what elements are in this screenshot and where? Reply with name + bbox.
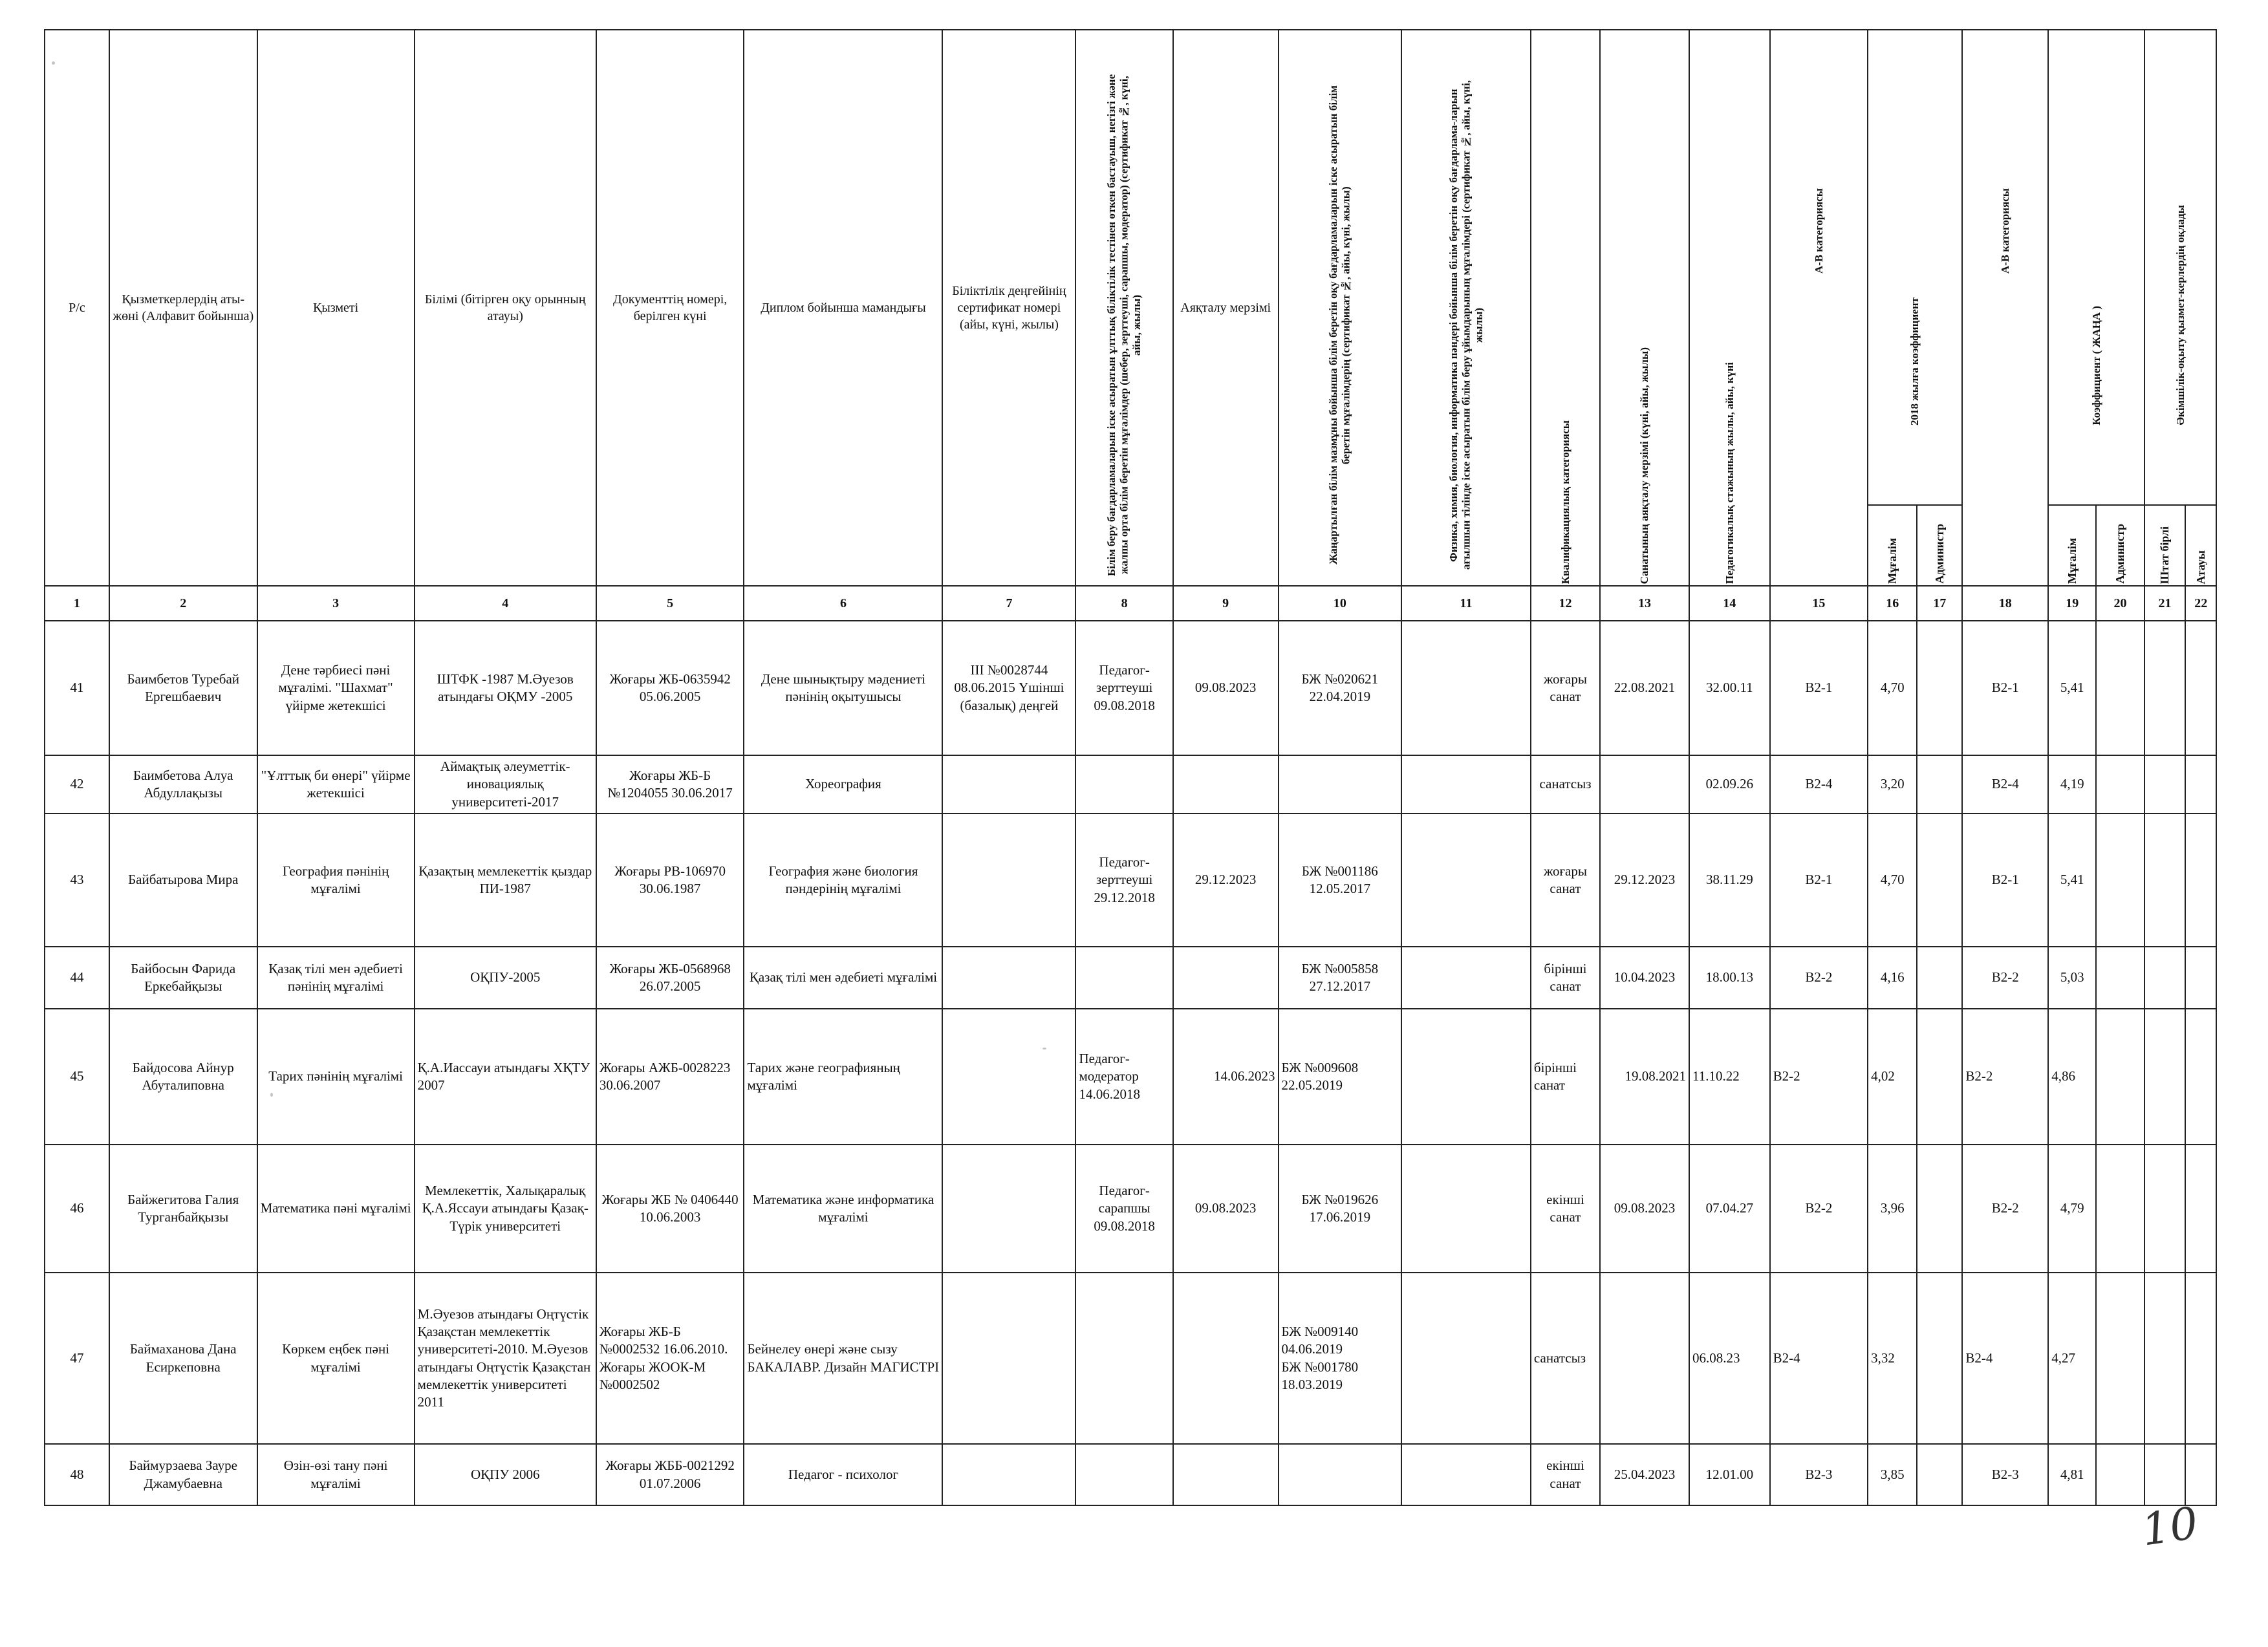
coef-teacher: 4,70	[1868, 621, 1917, 755]
qualification-certificate	[942, 947, 1075, 1009]
coef-teacher: 4,70	[1868, 813, 1917, 947]
employee-name: Баймурзаева Зауре Джамубаевна	[109, 1444, 257, 1505]
diploma-specialty: Педагог - психолог	[744, 1444, 942, 1505]
national-test-status	[1075, 947, 1172, 1009]
category-end-date: 19.08.2021	[1600, 1009, 1689, 1145]
qualification-certificate	[942, 813, 1075, 947]
updated-content-cert	[1279, 755, 1402, 813]
ab-category-new: В2-1	[1962, 813, 2048, 947]
updated-content-cert: БЖ №020621 22.04.2019	[1279, 621, 1402, 755]
national-test-status	[1075, 1444, 1172, 1505]
employee-name: Баимбетова Алуа Абдуллақызы	[109, 755, 257, 813]
header-coef-admin: Администр	[1917, 505, 1962, 586]
column-number: 8	[1075, 586, 1172, 621]
english-cert	[1401, 813, 1531, 947]
diploma-document: Жоғары ЖБ-0635942 05.06.2005	[596, 621, 744, 755]
category-end-date: 09.08.2023	[1600, 1145, 1689, 1273]
english-cert	[1401, 1273, 1531, 1444]
employee-education: ОҚПУ 2006	[415, 1444, 596, 1505]
staff-table-sheet	[44, 29, 2217, 1506]
teaching-experience: 02.09.26	[1689, 755, 1770, 813]
staff-unit	[2144, 1444, 2186, 1505]
ab-category-new: В2-2	[1962, 947, 2048, 1009]
staff-title	[2185, 1009, 2216, 1145]
national-test-status	[1075, 755, 1172, 813]
header-qualification: Квалификациялық категориясы	[1531, 30, 1600, 586]
column-number: 4	[415, 586, 596, 621]
header-staff-unit: Штат бірлі	[2144, 505, 2186, 586]
coefnew-teacher: 4,86	[2048, 1009, 2096, 1145]
header-end-date: Аяқталу мерзімі	[1173, 30, 1279, 586]
coefnew-admin	[2096, 1145, 2144, 1273]
coefnew-admin	[2096, 1009, 2144, 1145]
column-number: 21	[2144, 586, 2186, 621]
diploma-specialty: Хореография	[744, 755, 942, 813]
qualification-certificate	[942, 755, 1075, 813]
updated-content-cert: БЖ №001186 12.05.2017	[1279, 813, 1402, 947]
column-number: 1	[45, 586, 109, 621]
header-document: Документтің номері, берілген күні	[596, 30, 744, 586]
table-row	[45, 1273, 2216, 1444]
column-number: 7	[942, 586, 1075, 621]
employee-education: М.Әуезов атындағы Оңтүстік Қазақстан мемлекеттік университеті-2010. М.Әуезов атындағы Оңтүстік Қазақстан мемлекеттік университеті 2011	[415, 1273, 596, 1444]
coef-admin	[1917, 1444, 1962, 1505]
staff-title	[2185, 947, 2216, 1009]
test-end-date: 09.08.2023	[1173, 621, 1279, 755]
header-experience: Педагогикалық стажының жылы, айы, күні	[1689, 30, 1770, 586]
employee-name: Байбатырова Мира	[109, 813, 257, 947]
column-number: 22	[2185, 586, 2216, 621]
english-cert	[1401, 1145, 1531, 1273]
employee-education: Қ.А.Иассауи атындағы ХҚТУ 2007	[415, 1009, 596, 1145]
table-row	[45, 947, 2216, 1009]
category-end-date: 25.04.2023	[1600, 1444, 1689, 1505]
header-english-teachers: Физика, химия, биология, информатика пәндері бойынша білім беретін оқу бағдарлама-ларын ағылшын тілінде іске асыратын білім беру ұйымдарының мұғалімдері (сертификат №, айы, күні, жылы)	[1401, 30, 1531, 586]
employee-education: Мемлекеттік, Халықаралық Қ.А.Яссауи атындағы Қазақ-Түрік университеті	[415, 1145, 596, 1273]
staff-unit	[2144, 1145, 2186, 1273]
staff-unit	[2144, 947, 2186, 1009]
staff-unit	[2144, 813, 2186, 947]
header-coefficient-new: Коэффициент ( ЖАҢА )	[2048, 30, 2144, 505]
row-number: 44	[45, 947, 109, 1009]
coefnew-admin	[2096, 813, 2144, 947]
updated-content-cert: БЖ №005858 27.12.2017	[1279, 947, 1402, 1009]
staff-title	[2185, 1273, 2216, 1444]
ab-category-new: В2-3	[1962, 1444, 2048, 1505]
employee-position: "Ұлттық би өнері" үйірме жетекшісі	[257, 755, 415, 813]
teaching-experience: 12.01.00	[1689, 1444, 1770, 1505]
header-coefficient-2018: 2018 жылға коэффициент	[1868, 30, 1962, 505]
diploma-specialty: Қазақ тілі мен әдебиеті мұғалімі	[744, 947, 942, 1009]
teaching-experience: 06.08.23	[1689, 1273, 1770, 1444]
table-row	[45, 755, 2216, 813]
coef-admin	[1917, 1145, 1962, 1273]
ab-category: В2-4	[1770, 1273, 1868, 1444]
diploma-specialty: География және биология пәндерінің мұғалімі	[744, 813, 942, 947]
diploma-specialty: Математика және информатика мұғалімі	[744, 1145, 942, 1273]
ab-category-new: В2-2	[1962, 1145, 2048, 1273]
coefnew-teacher: 5,03	[2048, 947, 2096, 1009]
coef-teacher: 3,32	[1868, 1273, 1917, 1444]
scan-speck	[52, 61, 55, 65]
employee-education: ШТФК -1987 М.Әуезов атындағы ОҚМУ -2005	[415, 621, 596, 755]
qualification-category: санатсыз	[1531, 1273, 1600, 1444]
staff-title	[2185, 1444, 2216, 1505]
coefnew-teacher: 5,41	[2048, 621, 2096, 755]
employee-position: География пәнінің мұғалімі	[257, 813, 415, 947]
staff-unit	[2144, 621, 2186, 755]
teaching-experience: 11.10.22	[1689, 1009, 1770, 1145]
employee-name: Баймаханова Дана Есиркеповна	[109, 1273, 257, 1444]
coefnew-admin	[2096, 621, 2144, 755]
teaching-experience: 07.04.27	[1689, 1145, 1770, 1273]
staff-unit	[2144, 755, 2186, 813]
column-number: 18	[1962, 586, 2048, 621]
header-national-test: Білім беру бағдарламаларын іске асыратын ұлттық біліктілік тестінен өткен бастауыш, негізгі және жалпы орта білім беретін мұғалімдер (шебер, зерттеуші, сарапшы, модератор) (сертификат №, күні, айы, жылы)	[1075, 30, 1172, 586]
coef-admin	[1917, 813, 1962, 947]
header-specialty: Диплом бойынша мамандығы	[744, 30, 942, 586]
coef-admin	[1917, 1009, 1962, 1145]
test-end-date: 09.08.2023	[1173, 1145, 1279, 1273]
staff-unit	[2144, 1009, 2186, 1145]
coefnew-teacher: 4,19	[2048, 755, 2096, 813]
coefnew-admin	[2096, 1444, 2144, 1505]
category-end-date: 22.08.2021	[1600, 621, 1689, 755]
ab-category-new: В2-1	[1962, 621, 2048, 755]
coef-admin	[1917, 755, 1962, 813]
category-end-date	[1600, 755, 1689, 813]
table-row	[45, 621, 2216, 755]
employee-name: Байжегитова Галия Турганбайқызы	[109, 1145, 257, 1273]
column-number: 13	[1600, 586, 1689, 621]
ab-category: В2-2	[1770, 1145, 1868, 1273]
updated-content-cert: БЖ №019626 17.06.2019	[1279, 1145, 1402, 1273]
coef-teacher: 3,96	[1868, 1145, 1917, 1273]
row-number: 45	[45, 1009, 109, 1145]
header-ab-category: А-В категориясы	[1770, 30, 1868, 586]
column-number: 16	[1868, 586, 1917, 621]
coefnew-teacher: 4,81	[2048, 1444, 2096, 1505]
row-number: 41	[45, 621, 109, 755]
header-admin-staff: Әкімшілік-оқыту қызмет-керлердің оқлады	[2144, 30, 2216, 505]
table-row	[45, 1145, 2216, 1273]
column-number: 15	[1770, 586, 1868, 621]
column-number: 3	[257, 586, 415, 621]
employee-education: Қазақтың мемлекеттік қыздар ПИ-1987	[415, 813, 596, 947]
employee-position: Математика пәні мұғалімі	[257, 1145, 415, 1273]
ab-category: В2-3	[1770, 1444, 1868, 1505]
handwritten-page-number: 10	[2138, 1498, 2201, 1556]
diploma-document: Жоғары ЖБ-Б №0002532 16.06.2010. Жоғары ЖООК-М №0002502	[596, 1273, 744, 1444]
updated-content-cert	[1279, 1444, 1402, 1505]
coefnew-teacher: 4,79	[2048, 1145, 2096, 1273]
coefnew-teacher: 4,27	[2048, 1273, 2096, 1444]
employee-name: Баимбетов Туребай Ергешбаевич	[109, 621, 257, 755]
header-position: Қызметі	[257, 30, 415, 586]
diploma-document: Жоғары АЖБ-0028223 30.06.2007	[596, 1009, 744, 1145]
staff-title	[2185, 813, 2216, 947]
header-category-end: Санатының аяқталу мерзімі (күні, айы, жылы)	[1600, 30, 1689, 586]
test-end-date	[1173, 755, 1279, 813]
english-cert	[1401, 947, 1531, 1009]
coefnew-teacher: 5,41	[2048, 813, 2096, 947]
english-cert	[1401, 755, 1531, 813]
employee-name: Байбосын Фарида Еркебайқызы	[109, 947, 257, 1009]
column-number: 14	[1689, 586, 1770, 621]
qualification-certificate	[942, 1444, 1075, 1505]
ab-category: В2-1	[1770, 813, 1868, 947]
qualification-category: бірінші санат	[1531, 947, 1600, 1009]
column-number: 11	[1401, 586, 1531, 621]
test-end-date: 14.06.2023	[1173, 1009, 1279, 1145]
coef-admin	[1917, 1273, 1962, 1444]
diploma-document: Жоғары ЖБ-0568968 26.07.2005	[596, 947, 744, 1009]
header-full-name: Қызметкерлердің аты-жөні (Алфавит бойынша)	[109, 30, 257, 586]
national-test-status	[1075, 1273, 1172, 1444]
category-end-date: 10.04.2023	[1600, 947, 1689, 1009]
english-cert	[1401, 621, 1531, 755]
column-number: 9	[1173, 586, 1279, 621]
diploma-document: Жоғары ЖБ-Б №1204055 30.06.2017	[596, 755, 744, 813]
employee-position: Дене тәрбиесі пәні мұғалімі. "Шахмат" үйірме жетекшісі	[257, 621, 415, 755]
ab-category: В2-2	[1770, 947, 1868, 1009]
column-number-row	[45, 586, 2216, 621]
teaching-experience: 38.11.29	[1689, 813, 1770, 947]
coefnew-admin	[2096, 947, 2144, 1009]
qualification-category: екінші санат	[1531, 1444, 1600, 1505]
ab-category-new: В2-4	[1962, 755, 2048, 813]
category-end-date: 29.12.2023	[1600, 813, 1689, 947]
header-certificate: Біліктілік деңгейінің сертификат номері (айы, күні, жылы)	[942, 30, 1075, 586]
table-row	[45, 1444, 2216, 1505]
table-row	[45, 813, 2216, 947]
column-number: 5	[596, 586, 744, 621]
column-number: 17	[1917, 586, 1962, 621]
header-staff-title: Атауы	[2185, 505, 2216, 586]
qualification-certificate	[942, 1273, 1075, 1444]
employee-position: Тарих пәнінің мұғалімі	[257, 1009, 415, 1145]
ab-category-new: В2-4	[1962, 1273, 2048, 1444]
category-end-date	[1600, 1273, 1689, 1444]
employee-education: Аймақтық әлеуметтік-иновациялық университеті-2017	[415, 755, 596, 813]
diploma-document: Жоғары ЖББ-0021292 01.07.2006	[596, 1444, 744, 1505]
test-end-date: 29.12.2023	[1173, 813, 1279, 947]
employee-education: ОҚПУ-2005	[415, 947, 596, 1009]
staff-title	[2185, 1145, 2216, 1273]
staff-title	[2185, 621, 2216, 755]
employee-position: Көркем еңбек пәні мұғалімі	[257, 1273, 415, 1444]
national-test-status: Педагог-зерттеуші 29.12.2018	[1075, 813, 1172, 947]
table-row	[45, 1009, 2216, 1145]
header-coef-teacher: Мұғалім	[1868, 505, 1917, 586]
coefnew-admin	[2096, 1273, 2144, 1444]
employee-position: Өзін-өзі тану пәні мұғалімі	[257, 1444, 415, 1505]
header-number: Р/с	[45, 30, 109, 586]
national-test-status: Педагог-зерттеуші 09.08.2018	[1075, 621, 1172, 755]
column-number: 12	[1531, 586, 1600, 621]
diploma-specialty: Бейнелеу өнері және сызу БАКАЛАВР. Дизайн МАГИСТРІ	[744, 1273, 942, 1444]
updated-content-cert: БЖ №009608 22.05.2019	[1279, 1009, 1402, 1145]
column-number: 2	[109, 586, 257, 621]
qualification-category: санатсыз	[1531, 755, 1600, 813]
staff-table	[44, 29, 2217, 1506]
row-number: 48	[45, 1444, 109, 1505]
coef-teacher: 4,16	[1868, 947, 1917, 1009]
header-coefnew-admin: Администр	[2096, 505, 2144, 586]
national-test-status: Педагог-модератор 14.06.2018	[1075, 1009, 1172, 1145]
header-updated-content: Жаңартылған білім мазмұны бойынша білім беретін оқу бағдарламаларын іске асыратын білім беретін мұғалімдерің (сертификат №, айы, күні, жылы)	[1279, 30, 1402, 586]
diploma-specialty: Дене шынықтыру мәдениеті пәнінің оқытушысы	[744, 621, 942, 755]
english-cert	[1401, 1009, 1531, 1145]
qualification-certificate	[942, 1009, 1075, 1145]
diploma-document: Жоғары ЖБ № 0406440 10.06.2003	[596, 1145, 744, 1273]
coefnew-admin	[2096, 755, 2144, 813]
coef-teacher: 3,20	[1868, 755, 1917, 813]
ab-category: В2-2	[1770, 1009, 1868, 1145]
header-education: Білімі (бітірген оқу орынның атауы)	[415, 30, 596, 586]
coef-admin	[1917, 947, 1962, 1009]
coef-admin	[1917, 621, 1962, 755]
ab-category: В2-4	[1770, 755, 1868, 813]
diploma-document: Жоғары РВ-106970 30.06.1987	[596, 813, 744, 947]
qualification-certificate: III №0028744 08.06.2015 Үшінші (базалық) деңгей	[942, 621, 1075, 755]
staff-unit	[2144, 1273, 2186, 1444]
test-end-date	[1173, 1444, 1279, 1505]
national-test-status: Педагог-сарапшы 09.08.2018	[1075, 1145, 1172, 1273]
row-number: 47	[45, 1273, 109, 1444]
teaching-experience: 32.00.11	[1689, 621, 1770, 755]
coef-teacher: 4,02	[1868, 1009, 1917, 1145]
employee-name: Байдосова Айнур Абуталиповна	[109, 1009, 257, 1145]
scan-speck	[1042, 1048, 1046, 1050]
row-number: 43	[45, 813, 109, 947]
test-end-date	[1173, 1273, 1279, 1444]
qualification-certificate	[942, 1145, 1075, 1273]
scan-speck	[270, 1093, 273, 1097]
column-number: 6	[744, 586, 942, 621]
ab-category: В2-1	[1770, 621, 1868, 755]
column-number: 20	[2096, 586, 2144, 621]
column-number: 19	[2048, 586, 2096, 621]
qualification-category: жоғары санат	[1531, 813, 1600, 947]
updated-content-cert: БЖ №009140 04.06.2019 БЖ №001780 18.03.2019	[1279, 1273, 1402, 1444]
qualification-category: жоғары санат	[1531, 621, 1600, 755]
coef-teacher: 3,85	[1868, 1444, 1917, 1505]
header-ab-category-new: А-В категориясы	[1962, 30, 2048, 586]
diploma-specialty: Тарих және географияның мұғалімі	[744, 1009, 942, 1145]
qualification-category: бірінші санат	[1531, 1009, 1600, 1145]
ab-category-new: В2-2	[1962, 1009, 2048, 1145]
row-number: 46	[45, 1145, 109, 1273]
header-coefnew-teacher: Мұғалім	[2048, 505, 2096, 586]
english-cert	[1401, 1444, 1531, 1505]
staff-title	[2185, 755, 2216, 813]
employee-position: Қазақ тілі мен әдебиеті пәнінің мұғалімі	[257, 947, 415, 1009]
teaching-experience: 18.00.13	[1689, 947, 1770, 1009]
row-number: 42	[45, 755, 109, 813]
column-number: 10	[1279, 586, 1402, 621]
test-end-date	[1173, 947, 1279, 1009]
qualification-category: екінші санат	[1531, 1145, 1600, 1273]
